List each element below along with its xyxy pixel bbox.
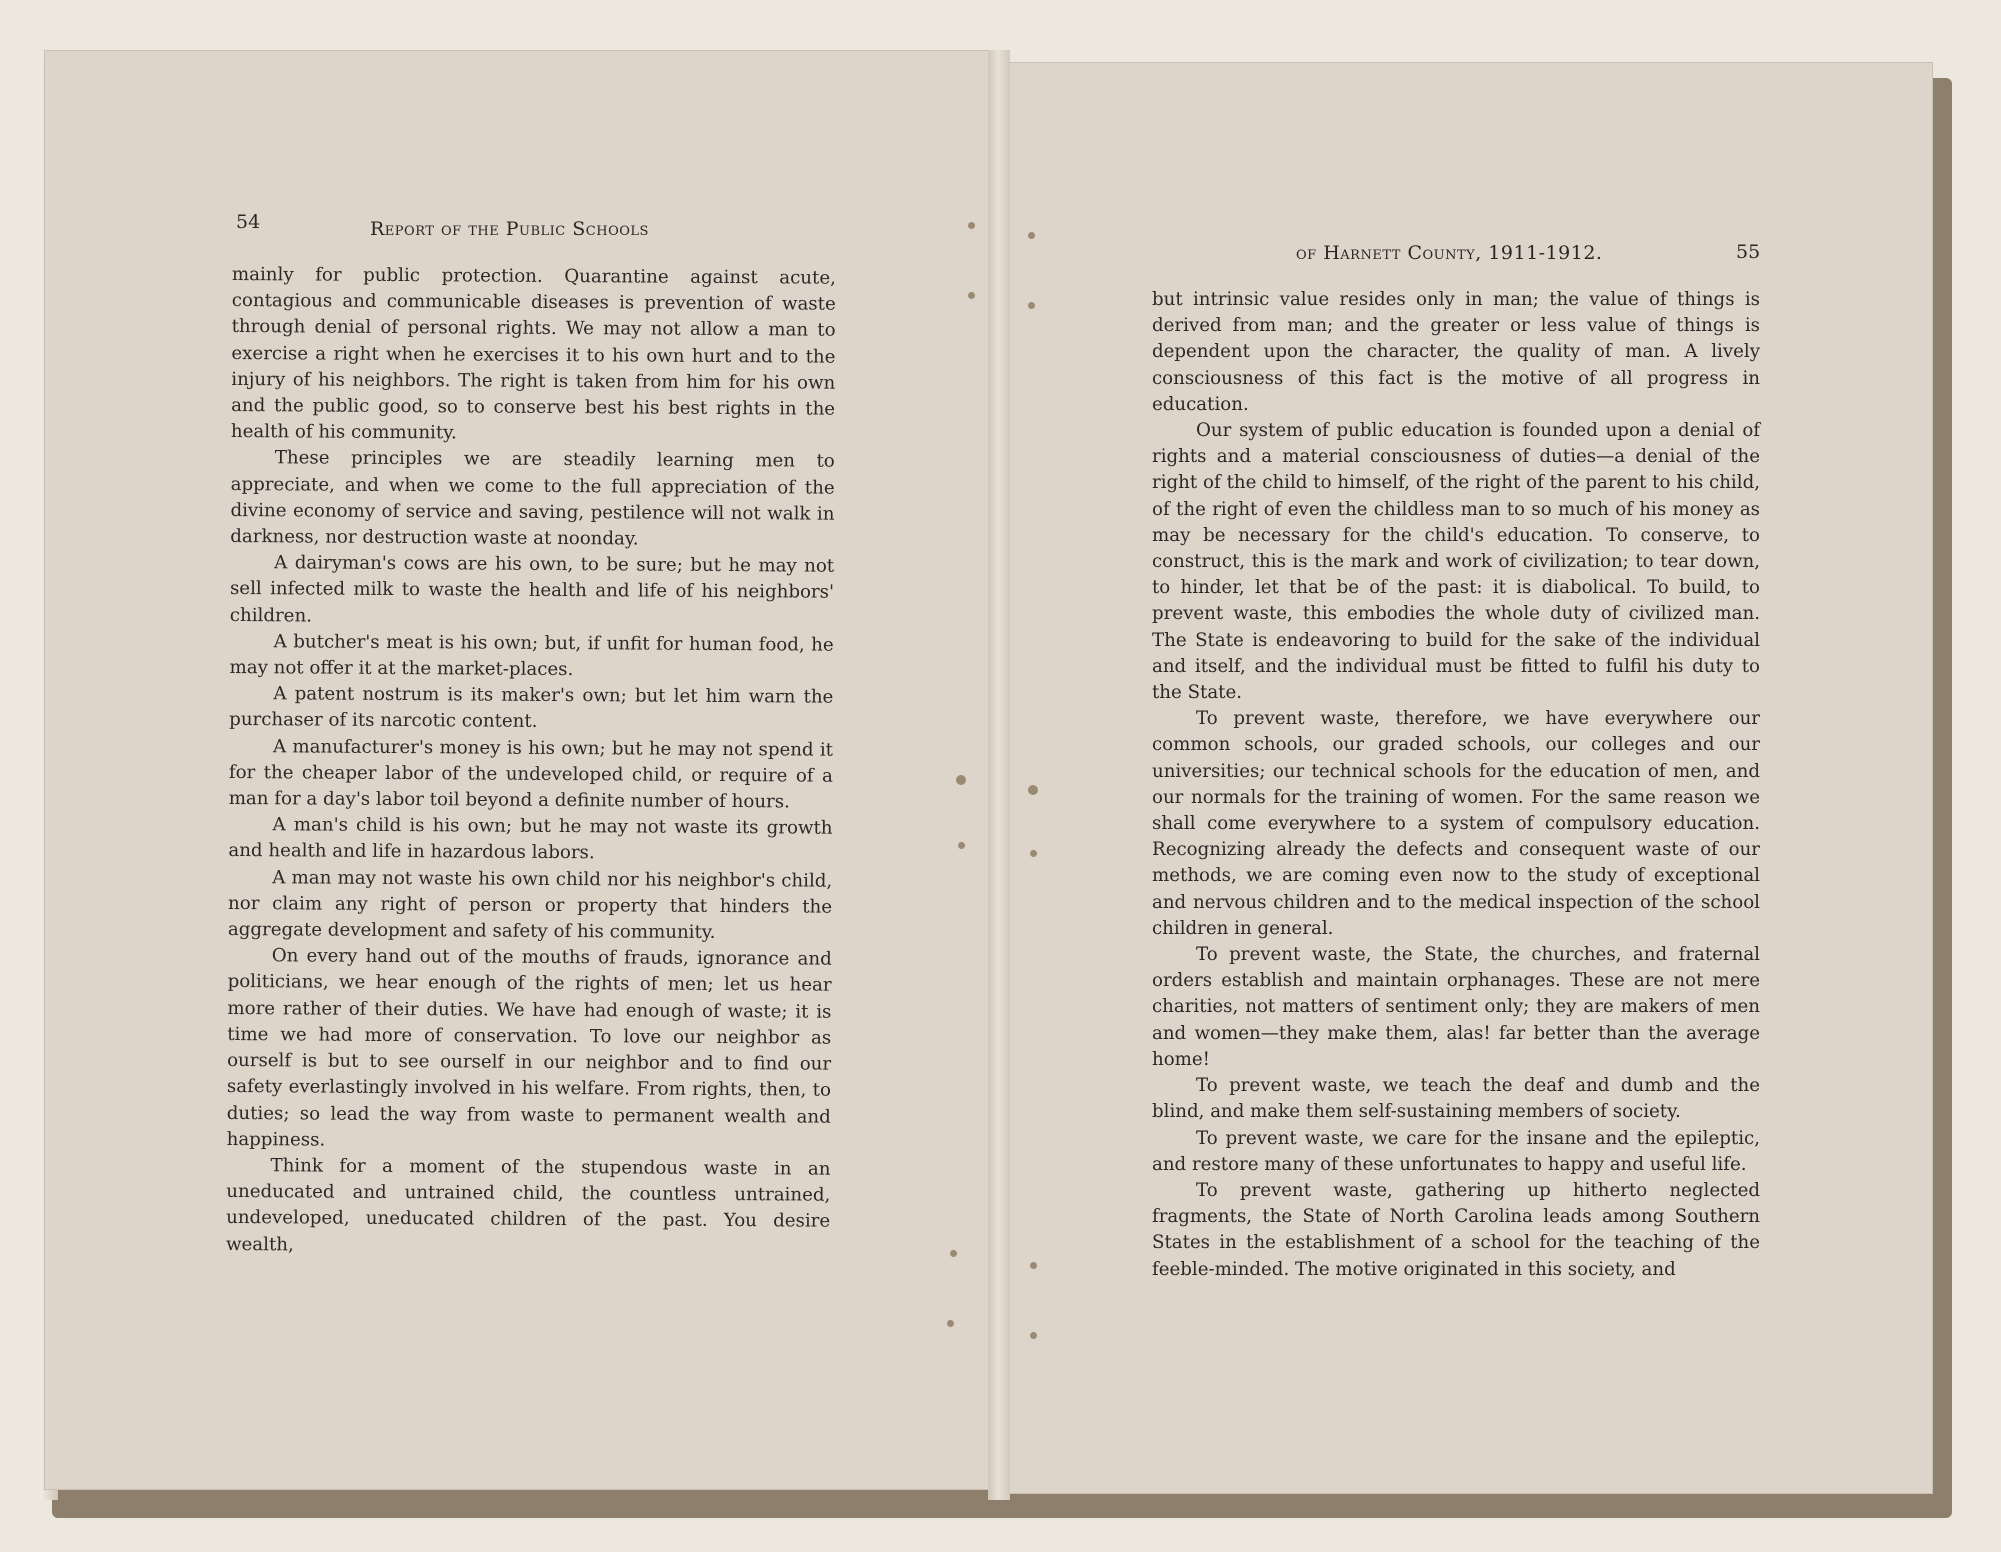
paragraph: A patent nostrum is its maker's own; but let him warn the purchaser of its narcotic content. [229,683,834,733]
paragraph: A man's child is his own; but he may not waste its growth and health and life in hazardous labors. [228,814,833,864]
right-page-number: 55 [1736,241,1761,263]
stitch-hole [1030,1332,1037,1339]
stitch-hole [1028,232,1035,239]
left-page-body [226,262,836,1261]
paragraph: A manufacturer's money is his own; but he may not spend it for the cheaper labor of the undeveloped child, or require of a man for a day's labor toil beyond a definite number of hours. [228,735,834,813]
paragraph: To prevent waste, the State, the churches, and fraternal orders establish and maintain orphanages. These are not mere charities, not matters of sentiment only; they are makers of men and women—they make them, alas! far better than the average home! [1152,944,1760,1070]
paragraph: but intrinsic value resides only in man; the value of things is derived from man; and the greater or less value of things is dependent upon the character, the quality of man. A lively consciousness of this fact is the motive of all progress in education. [1152,289,1760,415]
stitch-hole [947,1320,954,1327]
stitch-hole [968,222,975,229]
paragraph: A man may not waste his own child nor his neighbor's child, nor claim any right of person or property that hinders the aggregate development and safety of his community. [227,866,833,944]
paragraph: A butcher's meat is his own; but, if unfit for human food, he may not offer it at the market-places. [229,631,834,681]
paragraph: To prevent waste, gathering up hitherto neglected fragments, the State of North Carolina leads among Southern States in the establishment of a school for the teaching of the feeble-minded. The motive originated in this society, and [1152,1179,1760,1280]
paragraph: On every hand out of the mouths of frauds, ignorance and politicians, we hear enough of the rights of men; let us hear more rather of their duties. We have had enough of waste; it is time we had more of conservation. To love our neighbor as ourself is but to see ourself in our neighbor and to find our safety everlastingly involved in his welfare. From rights, then, to duties; so lead the way from waste to permanent wealth and happiness. [226,945,832,1151]
left-running-head: Report of the Public Schools [370,218,649,240]
stitch-hole [1030,850,1037,857]
stitch-hole [958,842,965,849]
right-page-body [1152,287,1760,1283]
stitch-hole [1028,785,1038,795]
stitch-hole [968,292,975,299]
stitch-hole [956,775,966,785]
stitch-hole [1028,302,1035,309]
left-page-number: 54 [236,211,261,233]
paragraph: A dairyman's cows are his own, to be sure; but he may not sell infected milk to waste the health and life of his neighbors' children. [229,552,835,627]
right-running-head: of Harnett County, 1911-1912. [1296,242,1603,264]
paragraph: Think for a moment of the stupendous waste in an uneducated and untrained child, the countless untrained, undeveloped, uneducated children of the past. You desire wealth, [225,1155,831,1255]
stitch-hole [1030,1262,1037,1269]
paragraph: mainly for public protection. Quarantine against acute, contagious and communicable diseases is prevention of waste through denial of personal rights. We may not allow a man to exercise a right when he exercises it to his own hurt and to the injury of his neighbors. The right is taken from him for his own and the public good, so to conserve best his best rights in the health of his community. [230,263,836,444]
paragraph: These principles we are steadily learning men to appreciate, and when we come to the full appreciation of the divine economy of service and saving, pestilence will not walk in darkness, nor destruction waste at noonday. [230,447,835,550]
paragraph: To prevent waste, we care for the insane and the epileptic, and restore many of these unfortunates to happy and useful life. [1152,1127,1760,1175]
stitch-hole [950,1250,957,1257]
paragraph: To prevent waste, therefore, we have everywhere our common schools, our graded schools, our colleges and our universities; our technical schools for the education of men, and our normals for the training of women. For the same reason we shall come everywhere to a system of compulsory education. Recognizing already the defects and consequent waste of our methods, we are coming even now to the study of exceptional and nervous children and to the medical inspection of the school children in general. [1152,708,1760,939]
paragraph: To prevent waste, we teach the deaf and dumb and the blind, and make them self-sustaining members of society. [1152,1075,1760,1123]
book-gutter [988,50,1010,1500]
paragraph: Our system of public education is founded upon a denial of rights and a material consciousness of duties—a denial of the right of the child to himself, of the right of the parent to his child, of the right of even the childless man to so much of his money as may be necessary for the child's education. To conserve, to construct, this is the mark and work of civilization; to tear down, to hinder, let that be of the past: it is diabolical. To build, to prevent waste, this embodies the whole duty of civilized man. The State is endeavoring to build for the sake of the individual and itself, and the individual must be fitted to fulfil his duty to the State. [1152,420,1760,704]
